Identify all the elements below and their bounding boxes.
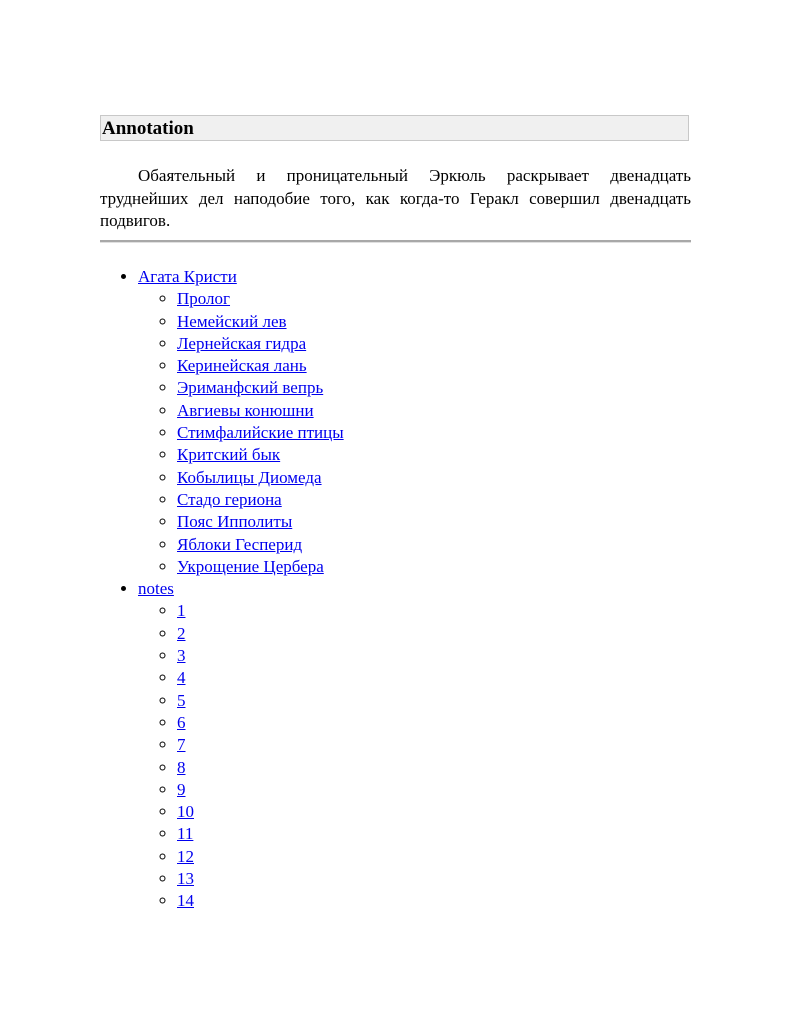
table-of-contents	[100, 266, 698, 913]
annotation-heading: Annotation	[102, 118, 194, 139]
list-item	[177, 757, 698, 779]
list-item	[177, 400, 698, 422]
toc-link-girdle-of-hippolyta[interactable]: Пояс Ипполиты	[177, 512, 293, 532]
list-item	[177, 890, 698, 912]
note-link-12[interactable]: 12	[177, 846, 194, 866]
toc-link-mares-of-diomedes[interactable]: Кобылицы Диомеда	[177, 467, 322, 487]
list-item	[177, 645, 698, 667]
list-item	[177, 623, 698, 645]
list-item	[177, 734, 698, 756]
note-link-14[interactable]: 14	[177, 891, 194, 911]
list-item	[177, 288, 698, 310]
note-link-9[interactable]: 9	[177, 779, 186, 799]
toc-link-prologue[interactable]: Пролог	[177, 289, 231, 309]
list-item	[177, 311, 698, 333]
list-item	[177, 489, 698, 511]
toc-link-augean-stables[interactable]: Авгиевы конюшни	[177, 400, 314, 420]
toc-sublist-chapters	[138, 288, 698, 578]
toc-section-notes	[138, 578, 698, 912]
toc-link-nemean-lion[interactable]: Немейский лев	[177, 311, 287, 331]
toc-sublist-notes	[138, 600, 698, 912]
list-item	[177, 667, 698, 689]
note-link-10[interactable]: 10	[177, 802, 194, 822]
list-item	[177, 712, 698, 734]
annotation-heading-box	[100, 115, 689, 141]
list-item	[177, 868, 698, 890]
note-link-3[interactable]: 3	[177, 646, 186, 666]
toc-section-agatha-christie	[138, 266, 698, 578]
list-item	[177, 333, 698, 355]
list-item	[177, 444, 698, 466]
note-link-6[interactable]: 6	[177, 712, 186, 732]
list-item	[177, 690, 698, 712]
toc-link-apples-of-hesperides[interactable]: Яблоки Гесперид	[177, 534, 303, 554]
note-link-4[interactable]: 4	[177, 668, 186, 688]
toc-link-notes[interactable]: notes	[138, 579, 174, 599]
list-item	[177, 801, 698, 823]
list-item	[177, 377, 698, 399]
note-link-11[interactable]: 11	[177, 824, 194, 844]
note-link-8[interactable]: 8	[177, 757, 186, 777]
toc-link-erymanthian-boar[interactable]: Эриманфский вепрь	[177, 378, 324, 398]
note-link-7[interactable]: 7	[177, 735, 186, 755]
list-item	[177, 534, 698, 556]
toc-link-capture-of-cerberus[interactable]: Укрощение Цербера	[177, 556, 324, 576]
note-link-1[interactable]: 1	[177, 601, 186, 621]
toc-link-cretan-bull[interactable]: Критский бык	[177, 445, 281, 465]
note-link-5[interactable]: 5	[177, 690, 186, 710]
list-item	[177, 511, 698, 533]
toc-link-ceryneian-hind[interactable]: Керинейская лань	[177, 356, 307, 376]
horizontal-divider	[100, 240, 691, 243]
list-item	[177, 422, 698, 444]
note-link-2[interactable]: 2	[177, 623, 186, 643]
note-link-13[interactable]: 13	[177, 869, 194, 889]
toc-link-lernaean-hydra[interactable]: Лернейская гидра	[177, 333, 307, 353]
list-item	[177, 600, 698, 622]
list-item	[177, 823, 698, 845]
list-item	[177, 355, 698, 377]
toc-link-stymphalian-birds[interactable]: Стимфалийские птицы	[177, 423, 344, 443]
list-item	[177, 467, 698, 489]
list-item	[177, 556, 698, 578]
toc-link-agatha-christie[interactable]: Агата Кристи	[138, 267, 237, 286]
annotation-text: Обаятельный и проницательный Эркюль раскрывает двенадцать труднейших дел наподобие того, как когда-то Геракл совершил двенадцать подвигов.	[100, 166, 691, 230]
list-item	[177, 846, 698, 868]
list-item	[177, 779, 698, 801]
toc-link-cattle-of-geryon[interactable]: Стадо гериона	[177, 489, 282, 509]
